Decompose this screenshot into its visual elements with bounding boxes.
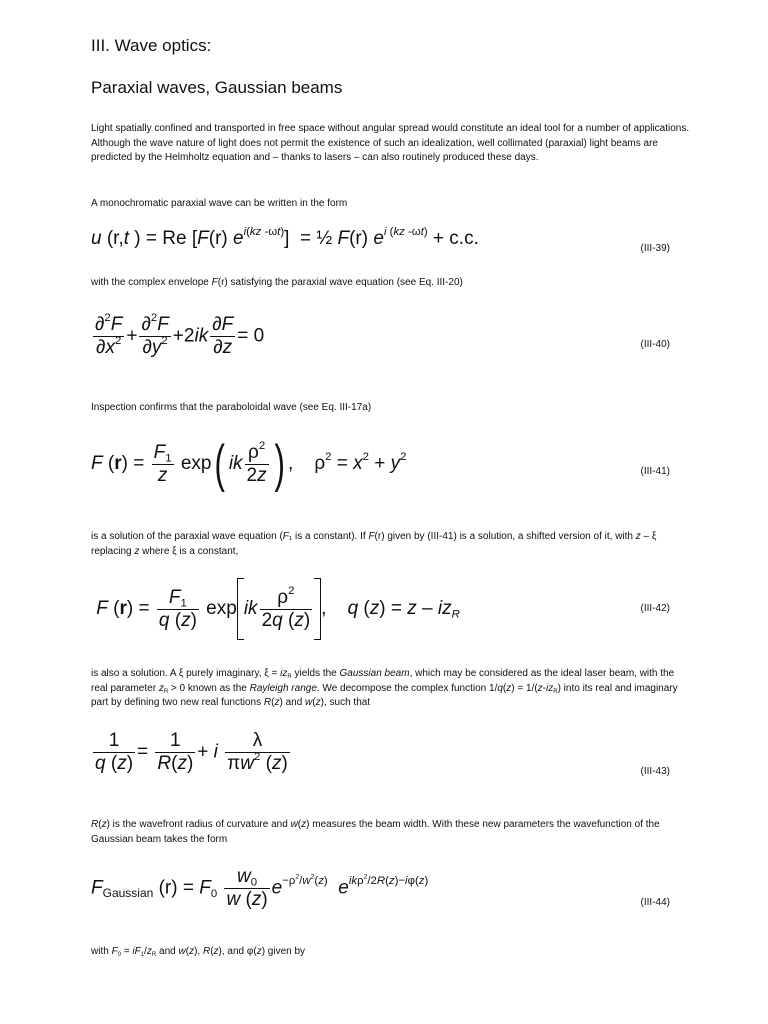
equation-number-41: (III-41) xyxy=(640,466,670,477)
equation-44: $F_{Gaussian}$ $(r) = F_0$ $\frac{w_0}{w (z)}$ $e^{-\rho^2/w^2(z)}$ $e^{ik\rho^2/2R(z)-i\varphi(z)}$ xyxy=(91,866,429,910)
equation-41: F (r) = $\frac{F_1}{z}$ exp( ik $\frac{\rho^2}{2z}$ ) , $\rho^2 = x^2 + y^2$ xyxy=(91,435,407,493)
gaussian-paragraph: is also a solution. A ξ purely imaginary, $\xi = iz_R$ yields the Gaussian beam, which may be considered as the ideal laser beam, with the real parameter $z_R > 0$ known as the Rayleigh range. We decompose the complex function $1/q(z) = 1/(z-iz_R)$ into its real and imaginary part by defining two new real functions R(z) and w(z), such that xyxy=(91,668,678,708)
equation-42: F (r) = $\frac{F_1}{q (z)}$ exp ik $\frac{\rho^2}{2q (z)}$ , q $(z) = z - iz_R$ xyxy=(91,578,460,640)
equation-number-42: (III-42) xyxy=(640,603,670,614)
solution-paragraph: is a solution of the paraxial wave equation (F₁ is a constant). If F(r) given by (III-41) is a solution, a shifted version of it, with z – ξ replacing z where ξ is a constant, xyxy=(91,531,657,557)
equation-40: $\frac{\partial^2F}{\partial x^2}$ + $\frac{\partial^2F}{\partial y^2}$ +2ik $\frac{\partial F}{\partial z}$ = 0 xyxy=(95,311,265,358)
equation-39: u (r,t ) = Re [F(r) $e^{i(kz -\omega t)}$] = ½ F(r) $e^{i (kz -\omega t)} + c.c$. xyxy=(91,225,479,249)
subsection-heading: Paraxial waves, Gaussian beams xyxy=(91,78,343,97)
mono-paragraph: A monochromatic paraxial wave can be written in the form xyxy=(91,198,348,209)
section-heading: III. Wave optics: xyxy=(91,36,212,55)
equation-43: $\frac{1}{q (z)}$ = $\frac{1}{R(z)}$ + i $\frac{\lambda}{\pi w^2 (z)}$ xyxy=(95,730,288,774)
inspection-paragraph: Inspection confirms that the paraboloidal wave (see Eq. III-17a) xyxy=(91,402,372,413)
equation-number-44: (III-44) xyxy=(640,897,670,908)
intro-paragraph: Light spatially confined and transported in free space without angular spread would constitute an ideal tool for a number of applications. Although the wave nature of light does not permit the existence of such an idealization, well collimated (paraxial) light beams are predicted by the Helmholtz equation and – thanks to lasers – can also routinely produced these days. xyxy=(91,123,690,163)
equation-number-40: (III-40) xyxy=(640,339,670,350)
equation-number-43: (III-43) xyxy=(640,766,670,777)
radius-paragraph: R(z) is the wavefront radius of curvature and w(z) measures the beam width. With these new parameters the wavefunction of the Gaussian beam takes the form xyxy=(91,819,660,845)
envelope-paragraph: with the complex envelope F(r) satisfying the paraxial wave equation (see Eq. III-20) xyxy=(91,277,463,288)
with-paragraph: with $F_0 = iF_1/z_R$ and w(z), R(z), and φ(z) given by xyxy=(91,946,306,958)
equation-number-39: (III-39) xyxy=(640,243,670,254)
